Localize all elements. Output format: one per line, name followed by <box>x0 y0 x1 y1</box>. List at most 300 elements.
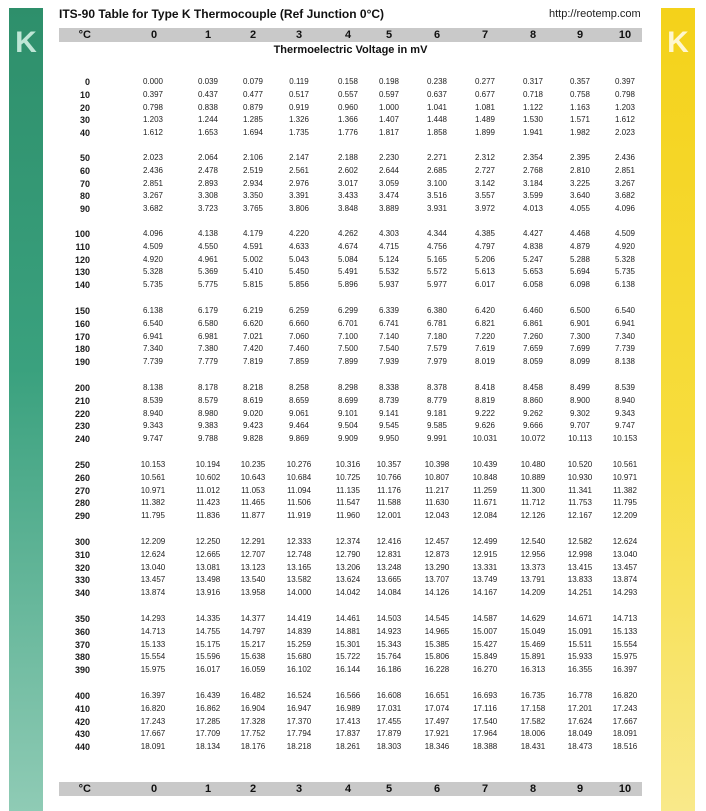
voltage-cell: 1.366 <box>337 115 359 125</box>
voltage-cell: 1.203 <box>614 102 636 112</box>
voltage-cell: 13.582 <box>286 575 312 585</box>
voltage-cell: 14.671 <box>567 614 593 623</box>
voltage-cell: 16.186 <box>376 665 402 675</box>
voltage-cell: 16.735 <box>520 691 546 700</box>
voltage-cell: 9.747 <box>614 421 636 431</box>
voltage-cell: 17.497 <box>424 716 450 726</box>
voltage-cell: 14.335 <box>195 614 221 623</box>
voltage-cell: 16.524 <box>286 691 312 700</box>
voltage-cell: 18.049 <box>567 729 593 739</box>
voltage-cell: 2.893 <box>197 178 219 188</box>
voltage-cell: 15.469 <box>520 639 546 649</box>
row-temperature: 330 <box>74 575 90 586</box>
voltage-cell: 1.530 <box>522 115 544 125</box>
voltage-cell: 6.138 <box>142 306 164 315</box>
voltage-cell: 11.012 <box>196 485 220 495</box>
voltage-cell: 17.370 <box>286 716 312 726</box>
voltage-cell: 10.889 <box>520 472 546 482</box>
row-temperature: 350 <box>74 614 90 624</box>
voltage-cell: 1.571 <box>569 115 591 125</box>
voltage-cell: 16.439 <box>195 691 221 700</box>
voltage-cell: 15.722 <box>335 652 361 662</box>
voltage-cell: 8.138 <box>142 383 164 392</box>
voltage-cell: 13.457 <box>140 575 166 585</box>
voltage-cell: 5.002 <box>242 254 264 264</box>
voltage-cell: 6.138 <box>614 280 636 290</box>
voltage-cell: 3.516 <box>426 191 448 201</box>
voltage-cell: 13.958 <box>240 588 266 598</box>
voltage-cell: 0.437 <box>197 89 219 99</box>
voltage-cell: 6.941 <box>142 331 164 341</box>
voltage-cell: 9.585 <box>426 421 448 431</box>
voltage-cell: 17.794 <box>286 729 312 739</box>
voltage-cell: 1.285 <box>242 115 264 125</box>
voltage-cell: 8.980 <box>197 408 219 418</box>
voltage-cell: 2.934 <box>242 178 264 188</box>
table-row <box>0 343 706 355</box>
voltage-cell: 9.101 <box>337 408 359 418</box>
voltage-cell: 4.344 <box>426 229 448 238</box>
voltage-cell: 7.100 <box>337 331 359 341</box>
table-subtitle: Thermoelectric Voltage in mV <box>273 44 428 56</box>
voltage-cell: 0.277 <box>474 77 496 86</box>
voltage-cell: 4.096 <box>614 204 636 214</box>
column-label: 0 <box>150 783 158 795</box>
voltage-cell: 10.643 <box>240 472 266 482</box>
voltage-cell: 1.000 <box>378 102 400 112</box>
row-temperature: 200 <box>74 383 90 393</box>
voltage-cell: 14.839 <box>286 626 312 636</box>
voltage-cell: 10.971 <box>140 485 166 495</box>
row-temperature: 140 <box>74 280 90 291</box>
unit-label: °C <box>78 29 91 41</box>
table-row <box>0 114 706 126</box>
voltage-cell: 2.727 <box>474 165 496 175</box>
table-row <box>0 433 706 445</box>
voltage-cell: 17.752 <box>240 729 266 739</box>
voltage-cell: 16.820 <box>140 703 166 713</box>
voltage-cell: 12.167 <box>567 511 593 521</box>
voltage-cell: 14.965 <box>424 626 450 636</box>
row-temperature: 380 <box>74 652 90 663</box>
voltage-cell: 10.561 <box>612 460 638 469</box>
column-label: 0 <box>150 29 158 41</box>
voltage-cell: 8.059 <box>522 357 544 367</box>
voltage-cell: 8.378 <box>426 383 448 392</box>
voltage-cell: 9.343 <box>142 421 164 431</box>
voltage-cell: 4.468 <box>569 229 591 238</box>
row-temperature: 0 <box>84 77 90 87</box>
table-row <box>0 127 706 139</box>
voltage-cell: 13.457 <box>612 562 638 572</box>
voltage-cell: 13.165 <box>286 562 312 572</box>
voltage-cell: 3.433 <box>337 191 359 201</box>
voltage-cell: 5.247 <box>522 254 544 264</box>
voltage-cell: 8.019 <box>474 357 496 367</box>
voltage-cell: 3.225 <box>569 178 591 188</box>
voltage-cell: 12.624 <box>140 549 166 559</box>
voltage-cell: 13.707 <box>424 575 450 585</box>
voltage-cell: 7.939 <box>378 357 400 367</box>
table-row <box>0 716 706 728</box>
voltage-cell: 13.498 <box>195 575 221 585</box>
voltage-cell: 13.874 <box>140 588 166 598</box>
column-label: 5 <box>385 29 393 41</box>
page-title: ITS-90 Table for Type K Thermocouple (Ref Junction 0°C) <box>59 7 385 21</box>
voltage-cell: 0.798 <box>142 102 164 112</box>
left-k-badge: K <box>15 26 37 59</box>
voltage-cell: 3.391 <box>288 191 310 201</box>
voltage-cell: 17.285 <box>195 716 221 726</box>
voltage-cell: 12.624 <box>612 537 638 546</box>
voltage-cell: 16.904 <box>240 703 266 713</box>
column-label: 3 <box>295 783 303 795</box>
row-temperature: 100 <box>74 229 90 239</box>
voltage-cell: 10.520 <box>567 460 593 469</box>
voltage-cell: 9.020 <box>242 408 264 418</box>
voltage-cell: 12.374 <box>335 537 361 546</box>
voltage-cell: 13.248 <box>376 562 402 572</box>
voltage-cell: 6.098 <box>569 280 591 290</box>
voltage-cell: 16.270 <box>472 665 498 675</box>
voltage-cell: 5.896 <box>337 280 359 290</box>
voltage-cell: 7.220 <box>474 331 496 341</box>
voltage-cell: 8.819 <box>474 395 496 405</box>
voltage-cell: 4.262 <box>337 229 359 238</box>
voltage-cell: 15.596 <box>195 652 221 662</box>
voltage-cell: 3.806 <box>288 204 310 214</box>
voltage-cell: 0.919 <box>288 102 310 112</box>
voltage-cell: 9.343 <box>614 408 636 418</box>
column-label: 10 <box>618 783 632 795</box>
voltage-cell: 17.455 <box>376 716 402 726</box>
voltage-cell: 8.418 <box>474 383 496 392</box>
voltage-cell: 1.081 <box>474 102 496 112</box>
voltage-cell: 8.940 <box>142 408 164 418</box>
voltage-cell: 6.580 <box>197 318 219 328</box>
voltage-cell: 7.579 <box>426 344 448 354</box>
row-temperature: 240 <box>74 434 90 445</box>
voltage-cell: 6.861 <box>522 318 544 328</box>
voltage-cell: 3.682 <box>614 191 636 201</box>
voltage-cell: 10.153 <box>612 434 638 444</box>
table-row <box>0 190 706 202</box>
voltage-cell: 1.982 <box>569 128 591 138</box>
voltage-cell: 0.079 <box>242 77 264 86</box>
voltage-cell: 13.040 <box>140 562 166 572</box>
voltage-cell: 8.579 <box>197 395 219 405</box>
voltage-cell: 12.915 <box>472 549 498 559</box>
voltage-cell: 0.477 <box>242 89 264 99</box>
voltage-cell: 17.031 <box>376 703 402 713</box>
voltage-cell: 3.640 <box>569 191 591 201</box>
column-label: 6 <box>433 783 441 795</box>
voltage-cell: 11.094 <box>287 485 311 495</box>
voltage-cell: 11.671 <box>473 498 497 508</box>
voltage-cell: 11.547 <box>336 498 360 508</box>
row-temperature: 120 <box>74 254 90 265</box>
voltage-cell: 15.427 <box>472 639 498 649</box>
voltage-cell: 9.504 <box>337 421 359 431</box>
voltage-cell: 5.410 <box>242 267 264 277</box>
table-row <box>0 574 706 586</box>
voltage-cell: 0.158 <box>337 77 359 86</box>
voltage-cell: 6.219 <box>242 306 264 315</box>
voltage-cell: 3.723 <box>197 204 219 214</box>
voltage-cell: 7.180 <box>426 331 448 341</box>
voltage-cell: 14.293 <box>140 614 166 623</box>
voltage-cell: 3.184 <box>522 178 544 188</box>
voltage-cell: 2.976 <box>288 178 310 188</box>
row-temperature: 250 <box>74 460 90 470</box>
voltage-cell: 0.198 <box>378 77 400 86</box>
voltage-cell: 8.940 <box>614 395 636 405</box>
voltage-cell: 16.059 <box>240 665 266 675</box>
voltage-cell: 12.457 <box>424 537 450 546</box>
column-label: 10 <box>618 29 632 41</box>
voltage-cell: 11.341 <box>568 485 592 495</box>
voltage-cell: 17.964 <box>472 729 498 739</box>
voltage-cell: 5.328 <box>614 254 636 264</box>
voltage-cell: 14.503 <box>376 614 402 623</box>
voltage-cell: 3.017 <box>337 178 359 188</box>
voltage-cell: 11.382 <box>141 498 165 508</box>
row-temperature: 190 <box>74 357 90 368</box>
voltage-cell: 15.385 <box>424 639 450 649</box>
voltage-cell: 6.781 <box>426 318 448 328</box>
voltage-cell: 15.933 <box>567 652 593 662</box>
voltage-cell: 15.091 <box>567 626 593 636</box>
voltage-cell: 18.516 <box>612 742 638 752</box>
voltage-cell: 15.049 <box>520 626 546 636</box>
voltage-cell: 11.423 <box>196 498 220 508</box>
voltage-cell: 17.667 <box>612 716 638 726</box>
voltage-cell: 15.806 <box>424 652 450 662</box>
voltage-cell: 3.267 <box>614 178 636 188</box>
voltage-cell: 15.638 <box>240 652 266 662</box>
voltage-cell: 1.041 <box>426 102 448 112</box>
row-temperature: 320 <box>74 562 90 573</box>
voltage-cell: 7.779 <box>197 357 219 367</box>
voltage-cell: 6.179 <box>197 306 219 315</box>
voltage-cell: 7.420 <box>242 344 264 354</box>
voltage-cell: 5.043 <box>288 254 310 264</box>
voltage-cell: 18.388 <box>472 742 498 752</box>
voltage-cell: 3.142 <box>474 178 496 188</box>
voltage-cell: 17.328 <box>240 716 266 726</box>
voltage-cell: 7.979 <box>426 357 448 367</box>
voltage-cell: 18.091 <box>612 729 638 739</box>
voltage-cell: 16.482 <box>240 691 266 700</box>
voltage-cell: 5.572 <box>426 267 448 277</box>
voltage-cell: 14.713 <box>140 626 166 636</box>
voltage-cell: 0.317 <box>522 77 544 86</box>
row-temperature: 300 <box>74 537 90 547</box>
row-temperature: 430 <box>74 729 90 740</box>
table-row <box>0 562 706 574</box>
voltage-cell: 3.848 <box>337 204 359 214</box>
column-label: 6 <box>433 29 441 41</box>
voltage-cell: 5.815 <box>242 280 264 290</box>
row-temperature: 60 <box>79 165 90 176</box>
voltage-cell: 15.217 <box>240 639 266 649</box>
voltage-cell: 13.040 <box>612 549 638 559</box>
voltage-cell: 12.582 <box>567 537 593 546</box>
voltage-cell: 12.001 <box>376 511 402 521</box>
voltage-cell: 2.271 <box>426 153 448 162</box>
voltage-cell: 16.862 <box>195 703 221 713</box>
voltage-cell: 4.138 <box>197 229 219 238</box>
voltage-cell: 10.235 <box>240 460 266 469</box>
right-k-badge: K <box>667 26 689 59</box>
voltage-cell: 8.739 <box>378 395 400 405</box>
voltage-cell: 2.230 <box>378 153 400 162</box>
voltage-cell: 0.597 <box>378 89 400 99</box>
voltage-cell: 1.163 <box>569 102 591 112</box>
voltage-cell: 13.916 <box>195 588 221 598</box>
voltage-cell: 0.879 <box>242 102 264 112</box>
voltage-cell: 0.960 <box>337 102 359 112</box>
voltage-cell: 0.718 <box>522 89 544 99</box>
voltage-cell: 7.659 <box>522 344 544 354</box>
voltage-cell: 11.795 <box>141 511 165 521</box>
voltage-cell: 4.055 <box>569 204 591 214</box>
voltage-cell: 1.735 <box>288 128 310 138</box>
voltage-cell: 4.591 <box>242 241 264 251</box>
row-temperature: 210 <box>74 395 90 406</box>
voltage-cell: 2.561 <box>288 165 310 175</box>
voltage-cell: 9.991 <box>426 434 448 444</box>
table-row <box>0 420 706 432</box>
voltage-cell: 5.775 <box>197 280 219 290</box>
voltage-cell: 2.188 <box>337 153 359 162</box>
voltage-cell: 12.707 <box>240 549 266 559</box>
row-temperature: 10 <box>79 89 90 100</box>
voltage-cell: 9.262 <box>522 408 544 418</box>
voltage-cell: 18.431 <box>520 742 546 752</box>
voltage-cell: 18.176 <box>240 742 266 752</box>
voltage-cell: 10.561 <box>140 472 166 482</box>
voltage-cell: 2.478 <box>197 165 219 175</box>
voltage-cell: 4.013 <box>522 204 544 214</box>
column-label: 7 <box>481 29 489 41</box>
row-temperature: 360 <box>74 626 90 637</box>
voltage-cell: 16.144 <box>335 665 361 675</box>
voltage-cell: 4.920 <box>142 254 164 264</box>
voltage-cell: 12.250 <box>195 537 221 546</box>
voltage-cell: 0.637 <box>426 89 448 99</box>
voltage-cell: 16.651 <box>424 691 450 700</box>
source-url[interactable]: http://reotemp.com <box>549 8 641 20</box>
voltage-cell: 4.920 <box>614 241 636 251</box>
row-temperature: 390 <box>74 665 90 676</box>
table-row <box>0 613 706 625</box>
voltage-cell: 13.123 <box>240 562 266 572</box>
column-header-bottom <box>59 782 642 796</box>
voltage-cell: 2.023 <box>142 153 164 162</box>
voltage-cell: 9.666 <box>522 421 544 431</box>
voltage-cell: 10.439 <box>472 460 498 469</box>
voltage-cell: 9.222 <box>474 408 496 418</box>
voltage-cell: 11.795 <box>613 498 637 508</box>
row-temperature: 90 <box>79 204 90 215</box>
voltage-cell: 2.436 <box>142 165 164 175</box>
voltage-cell: 5.735 <box>614 267 636 277</box>
table-row <box>0 331 706 343</box>
voltage-cell: 5.450 <box>288 267 310 277</box>
table-row <box>0 485 706 497</box>
voltage-cell: 7.859 <box>288 357 310 367</box>
table-row <box>0 497 706 509</box>
voltage-cell: 12.998 <box>567 549 593 559</box>
voltage-cell: 12.209 <box>612 511 638 521</box>
voltage-cell: 2.354 <box>522 153 544 162</box>
voltage-cell: 4.715 <box>378 241 400 251</box>
voltage-cell: 11.300 <box>521 485 545 495</box>
table-row <box>0 703 706 715</box>
table-row <box>0 305 706 317</box>
voltage-cell: 10.113 <box>568 434 592 444</box>
voltage-cell: 9.869 <box>288 434 310 444</box>
voltage-cell: 3.765 <box>242 204 264 214</box>
voltage-cell: 2.312 <box>474 153 496 162</box>
voltage-cell: 8.659 <box>288 395 310 405</box>
voltage-cell: 7.899 <box>337 357 359 367</box>
row-temperature: 20 <box>79 102 90 113</box>
voltage-cell: 3.682 <box>142 204 164 214</box>
voltage-cell: 15.175 <box>195 639 221 649</box>
voltage-cell: 2.519 <box>242 165 264 175</box>
voltage-cell: 18.218 <box>286 742 312 752</box>
voltage-cell: 15.259 <box>286 639 312 649</box>
voltage-cell: 18.261 <box>335 742 361 752</box>
voltage-cell: 17.243 <box>612 703 638 713</box>
row-temperature: 130 <box>74 267 90 278</box>
voltage-cell: 11.712 <box>521 498 545 508</box>
voltage-cell: 1.326 <box>288 115 310 125</box>
column-label: 5 <box>385 783 393 795</box>
voltage-cell: 11.259 <box>473 485 497 495</box>
voltage-cell: 5.206 <box>474 254 496 264</box>
voltage-cell: 16.566 <box>335 691 361 700</box>
table-row <box>0 254 706 266</box>
voltage-cell: 5.084 <box>337 254 359 264</box>
voltage-cell: 17.243 <box>140 716 166 726</box>
voltage-cell: 0.557 <box>337 89 359 99</box>
voltage-cell: 1.448 <box>426 115 448 125</box>
voltage-cell: 17.116 <box>473 703 497 713</box>
voltage-cell: 0.758 <box>569 89 591 99</box>
voltage-cell: 11.753 <box>568 498 592 508</box>
voltage-cell: 14.419 <box>286 614 312 623</box>
voltage-cell: 12.790 <box>335 549 361 559</box>
voltage-cell: 16.778 <box>567 691 593 700</box>
voltage-cell: 17.074 <box>424 703 450 713</box>
voltage-cell: 13.206 <box>335 562 361 572</box>
voltage-cell: 10.766 <box>376 472 402 482</box>
voltage-cell: 15.554 <box>612 639 638 649</box>
table-row <box>0 639 706 651</box>
voltage-cell: 6.017 <box>474 280 496 290</box>
voltage-cell: 6.981 <box>197 331 219 341</box>
table-row <box>0 241 706 253</box>
row-temperature: 440 <box>74 742 90 753</box>
voltage-cell: 9.061 <box>288 408 310 418</box>
voltage-cell: 14.209 <box>520 588 546 598</box>
voltage-cell: 5.165 <box>426 254 448 264</box>
voltage-cell: 8.298 <box>337 383 359 392</box>
voltage-cell: 16.228 <box>424 665 450 675</box>
